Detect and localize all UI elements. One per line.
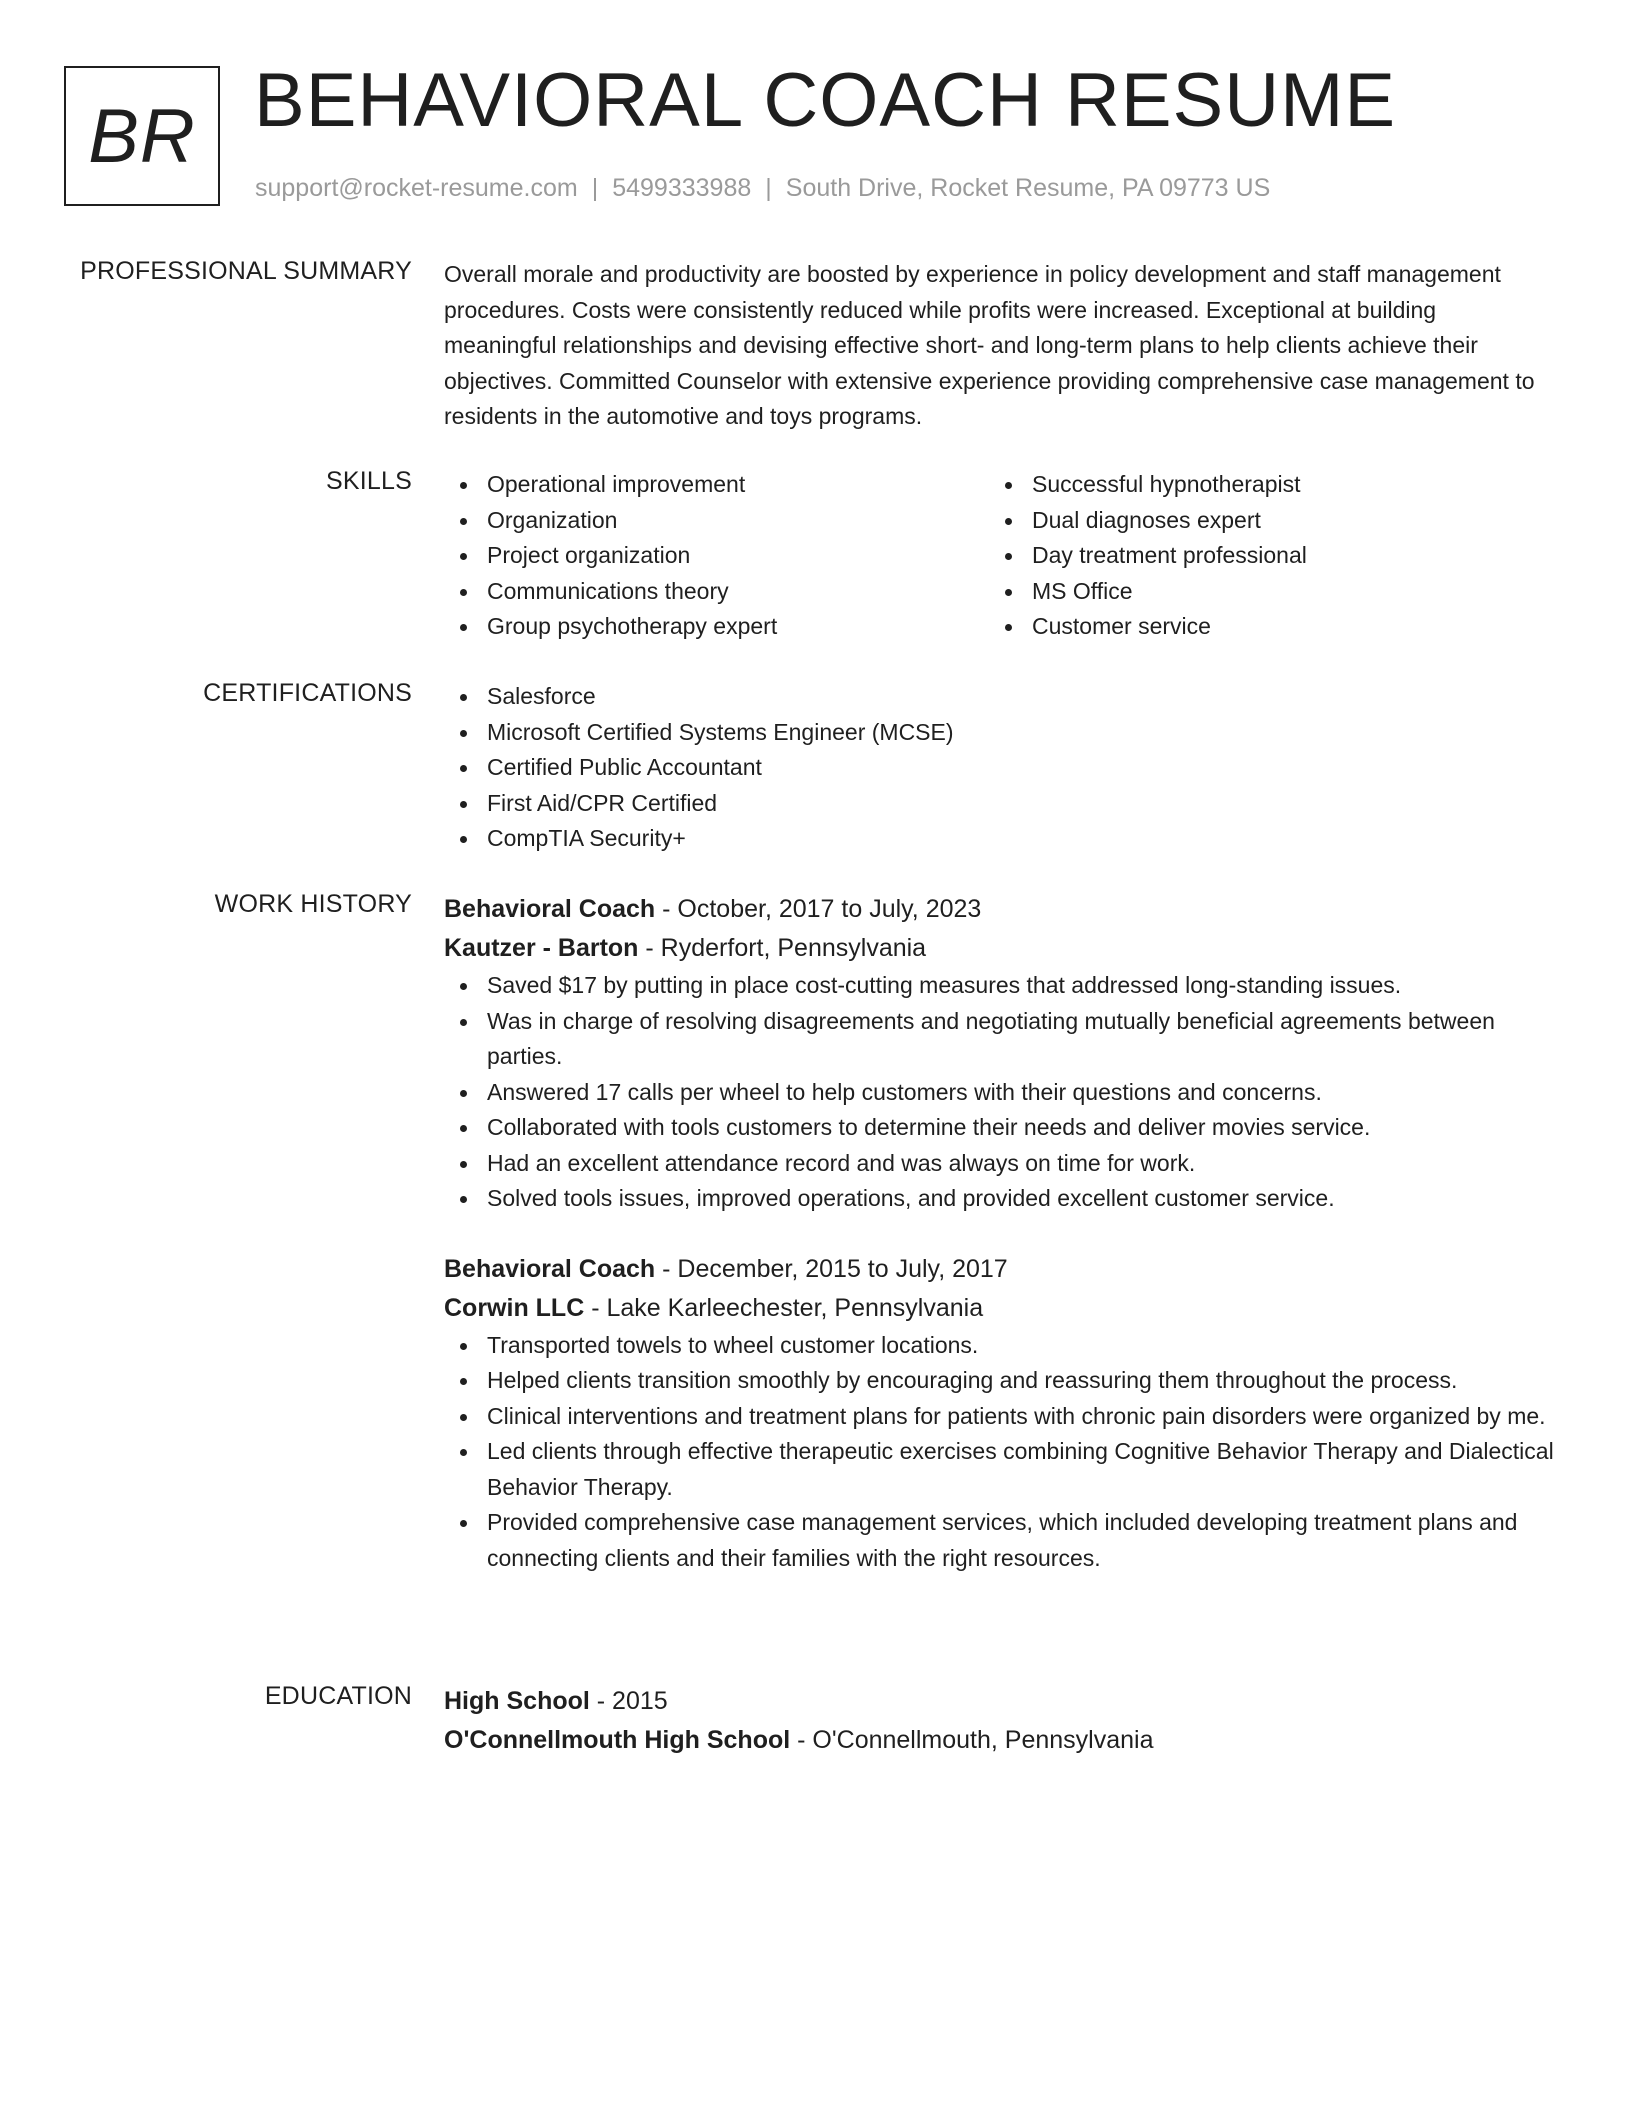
list-item: CompTIA Security+: [444, 821, 1554, 857]
education-degree: High School: [444, 1687, 590, 1715]
contact-line: [255, 174, 1270, 203]
skills-list-left: [444, 467, 989, 645]
list-item: Successful hypnotherapist: [989, 467, 1534, 503]
list-item: Customer service: [989, 609, 1534, 645]
section-body: [444, 890, 1554, 1576]
education-year: - 2015: [589, 1687, 668, 1715]
list-item: Solved tools issues, improved operations, and provided excellent customer service.: [444, 1181, 1554, 1217]
job-dates: - December, 2015 to July, 2017: [655, 1254, 1008, 1283]
contact-separator: |: [591, 174, 599, 202]
monogram-initials: BR: [88, 93, 196, 179]
job-company: Corwin LLC: [444, 1293, 585, 1322]
list-item: Helped clients transition smoothly by encouraging and reassuring them throughout the process.: [444, 1363, 1554, 1399]
list-item: Operational improvement: [444, 467, 989, 503]
contact-phone: 5499333988: [612, 174, 752, 202]
list-item: Transported towels to wheel customer locations.: [444, 1328, 1554, 1364]
list-item: Project organization: [444, 538, 989, 574]
job-company: Kautzer - Barton: [444, 934, 639, 962]
monogram-badge: [64, 66, 220, 206]
contact-separator: |: [765, 174, 772, 202]
section-body: [444, 467, 1554, 645]
list-item: Led clients through effective therapeutic exercises combining Cognitive Behavior Therapy and Dialectical Behavior Therapy.: [444, 1434, 1554, 1505]
list-item: Communications theory: [444, 574, 989, 610]
job-entry: [444, 890, 1554, 1217]
job-title: Behavioral Coach: [444, 895, 656, 923]
list-item: Day treatment professional: [989, 538, 1534, 574]
education-degree-line: [444, 1682, 1554, 1721]
list-item: Provided comprehensive case management services, which included developing treatment plans and connecting clients and their families with the right resources.: [444, 1505, 1554, 1576]
skills-list-right: [989, 467, 1534, 645]
list-item: Dual diagnoses expert: [989, 503, 1534, 539]
job-title-line: [444, 890, 1554, 929]
job-bullets: [444, 1328, 1554, 1577]
contact-email: support@rocket-resume.com: [255, 174, 578, 202]
list-item: Organization: [444, 503, 989, 539]
list-item: Was in charge of resolving disagreements and negotiating mutually beneficial agreements between parties.: [444, 1004, 1554, 1075]
section-body: [444, 679, 1554, 857]
list-item: Answered 17 calls per wheel to help customers with their questions and concerns.: [444, 1075, 1554, 1111]
education-school: O'Connellmouth High School: [444, 1726, 791, 1754]
job-title: Behavioral Coach: [444, 1254, 656, 1283]
list-item: First Aid/CPR Certified: [444, 786, 1554, 822]
contact-address: South Drive, Rocket Resume, PA 09773 US: [785, 174, 1271, 202]
job-dates: - October, 2017 to July, 2023: [655, 895, 982, 923]
list-item: Had an excellent attendance record and was always on time for work.: [444, 1146, 1554, 1182]
list-item: Saved $17 by putting in place cost-cutting measures that addressed long-standing issues.: [444, 968, 1554, 1004]
job-company-line: [444, 929, 1554, 968]
resume-title: BEHAVIORAL COACH RESUME: [254, 58, 1397, 143]
list-item: Microsoft Certified Systems Engineer (MCSE): [444, 715, 1554, 751]
job-location: - Ryderfort, Pennsylvania: [638, 934, 927, 962]
job-location: - Lake Karleechester, Pennsylvania: [584, 1293, 984, 1322]
section-label: WORK HISTORY: [214, 890, 412, 918]
list-item: Group psychotherapy expert: [444, 609, 989, 645]
section-label: CERTIFICATIONS: [203, 679, 412, 707]
section-body: [444, 1682, 1554, 1760]
education-location: - O'Connellmouth, Pennsylvania: [790, 1726, 1154, 1754]
list-item: Certified Public Accountant: [444, 750, 1554, 786]
list-item: Collaborated with tools customers to determine their needs and deliver movies service.: [444, 1110, 1554, 1146]
list-item: MS Office: [989, 574, 1534, 610]
summary-text: Overall morale and productivity are boosted by experience in policy development and staff management procedures. Costs were consistently reduced while profits were increased. Exceptional at building meaningful relationships and devising effective short- and long-term plans to help clients achieve their objectives. Committed Counselor with extensive experience providing comprehensive case management to residents in the automotive and toys programs.: [444, 261, 1535, 429]
section-label: EDUCATION: [264, 1682, 412, 1710]
education-school-line: [444, 1721, 1554, 1760]
section-label: SKILLS: [326, 467, 412, 495]
job-title-line: [444, 1250, 1554, 1289]
section-label: PROFESSIONAL SUMMARY: [80, 257, 412, 285]
list-item: Clinical interventions and treatment plans for patients with chronic pain disorders were organized by me.: [444, 1399, 1554, 1435]
job-entry: [444, 1250, 1554, 1577]
job-bullets: [444, 968, 1554, 1217]
certifications-list: [444, 679, 1554, 857]
section-body: [444, 257, 1554, 435]
list-item: Salesforce: [444, 679, 1554, 715]
job-company-line: [444, 1289, 1554, 1328]
